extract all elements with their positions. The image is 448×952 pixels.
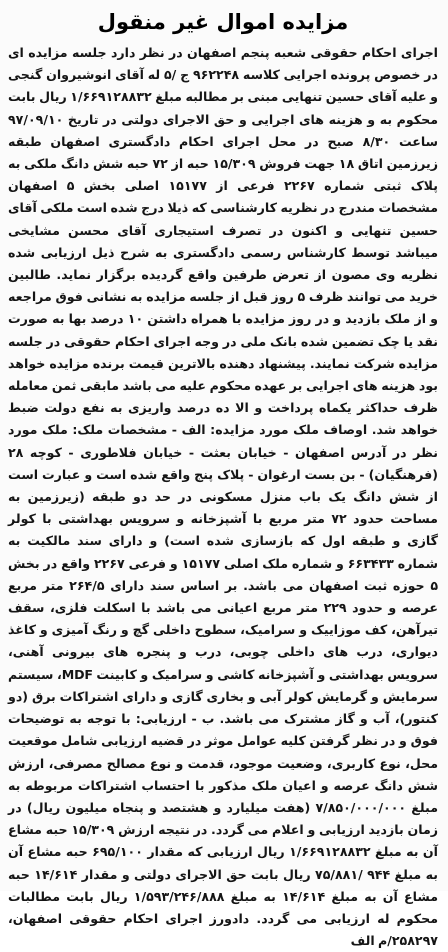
notice-body: اجرای احکام حقوقی شعبه پنجم اصفهان در نظر دارد جلسه مزایده ای در خصوص پرونده اجرایی کلاسه ۹۶۲۲۴۸ ج /۵ له آقای انوشیروان گنجی و علیه آقای حسین تنهایی مبنی بر مطالبه مبلغ ۱/۶۶۹۱۲۸۸۳۲ ریال بابت محکوم به و هزینه های اجرایی و حق الاجرای دولتی در تاریخ ۹۷/۰۹/۱۰ ساعت ۸/۳۰ صبح در محل اجرای احکام دادگستری اصفهان طبقه زیرزمین اتاق ۱۸ جهت فروش ۱۵/۳۰۹ حبه از ۷۲ حبه شش دانگ ملکی به پلاک ثبتی شماره ۲۲۶۷ فرعی از ۱۵۱۷۷ اصلی بخش ۵ اصفهان مشخصات مندرج در نظریه کارشناسی که ذیلا درج شده است ملکی آقای حسین تنهایی و اکنون در تصرف استیجاری آقای محسن مشایخی میباشد توسط کارشناس رسمی دادگستری به شرح ذیل ارزیابی شده نظریه وی مصون از تعرض طرفین واقع گردیده برگزار نماید. طالبین خرید می توانند ظرف ۵ روز قبل از جلسه مزایده به نشانی فوق مراجعه و از ملک بازدید و در روز مزایده با همراه داشتن ۱۰ درصد بها به صورت نقد یا چک تضمین شده بانک ملی در وجه اجرای احکام حقوقی در جلسه مزایده شرکت نمایند. پیشنهاد دهنده بالاترین قیمت برنده مزایده خواهد بود هزینه های اجرایی بر عهده محکوم علیه می باشد مابقی ثمن معامله ظرف حداکثر یکماه پرداخت و الا ده درصد واریزی به نفع دولت ضبط خواهد شد. اوصاف ملک مورد مزایده: الف - مشخصات ملک: ملک مورد نظر در آدرس اصفهان - خیابان بعثت - خیابان فلاطوری - کوچه ۲۸ (فرهنگیان) - بن بست ارغوان - پلاک پنج واقع شده است و عبارت است از شش دانگ یک باب منزل مسکونی در حد دو طبقه (زیرزمین به مساحت حدود ۷۲ متر مربع با آشپزخانه و سرویس بهداشتی با کولر گازی و طبقه اول که بازسازی شده است) و دارای سند مالکیت به شماره ۶۶۳۴۳۳ و شماره ملک اصلی ۱۵۱۷۷ و فرعی ۲۲۶۷ واقع در بخش ۵ حوزه ثبت اصفهان می باشد. بر اساس سند دارای ۲۶۴/۵ متر مربع عرصه و حدود ۲۲۹ متر مربع اعیانی می باشد با اسکلت فلزی، سقف تیرآهن، کف موزاییک و سرامیک، سطوح داخلی گچ و رنگ آمیزی و کاغذ دیواری، درب های داخلی چوبی، درب و پنجره های بیرونی آهنی، سرویس بهداشتی و آشپزخانه کاشی و سرامیک و کابینت MDF، سیستم سرمایش و گرمایش کولر آبی و بخاری گازی و دارای اشتراکات برق (دو کنتور)، آب و گاز مشترک می باشد. ب - ارزیابی: با توجه به توضیحات فوق و در نظر گرفتن کلیه عوامل موثر در قضیه ارزیابی شامل موقعیت محل، نوع کاربری، وضعیت موجود، قدمت و نوع مصالح مصرفی، ارزش شش دانگ عرصه و اعیان ملک مذکور با احتساب اشتراکات مربوطه به مبلغ ۷/۸۵۰/۰۰۰/۰۰۰ (هفت میلیارد و هشتصد و پنجاه میلیون ریال) در زمان بازدید ارزیابی و اعلام می گردد. در نتیجه ارزش ۱۵/۳۰۹ حبه مشاع آن به مبلغ ۱/۶۶۹۱۲۸۸۳۲ ریال ارزیابی که مقدار ۶۹۵/۱۰۰ حبه مشاع آن به مبلغ ۹۴۴ /۷۵/۸۸۱ ریال بابت حق الاجرای دولتی و مقدار ۱۴/۶۱۴ حبه مشاع آن به مبلغ ۱۴/۶۱۴ به مبلغ ۱/۵۹۳/۲۴۶/۸۸۸ ریال بابت مطالبات محکوم له ارزیابی می گردد. دادورز اجرای احکام حقوقی اصفهان، ۲۵۸۲۹۷/م الف — [8, 45, 439, 949]
notice-title: مزایده اموال غیر منقول — [97, 10, 349, 34]
